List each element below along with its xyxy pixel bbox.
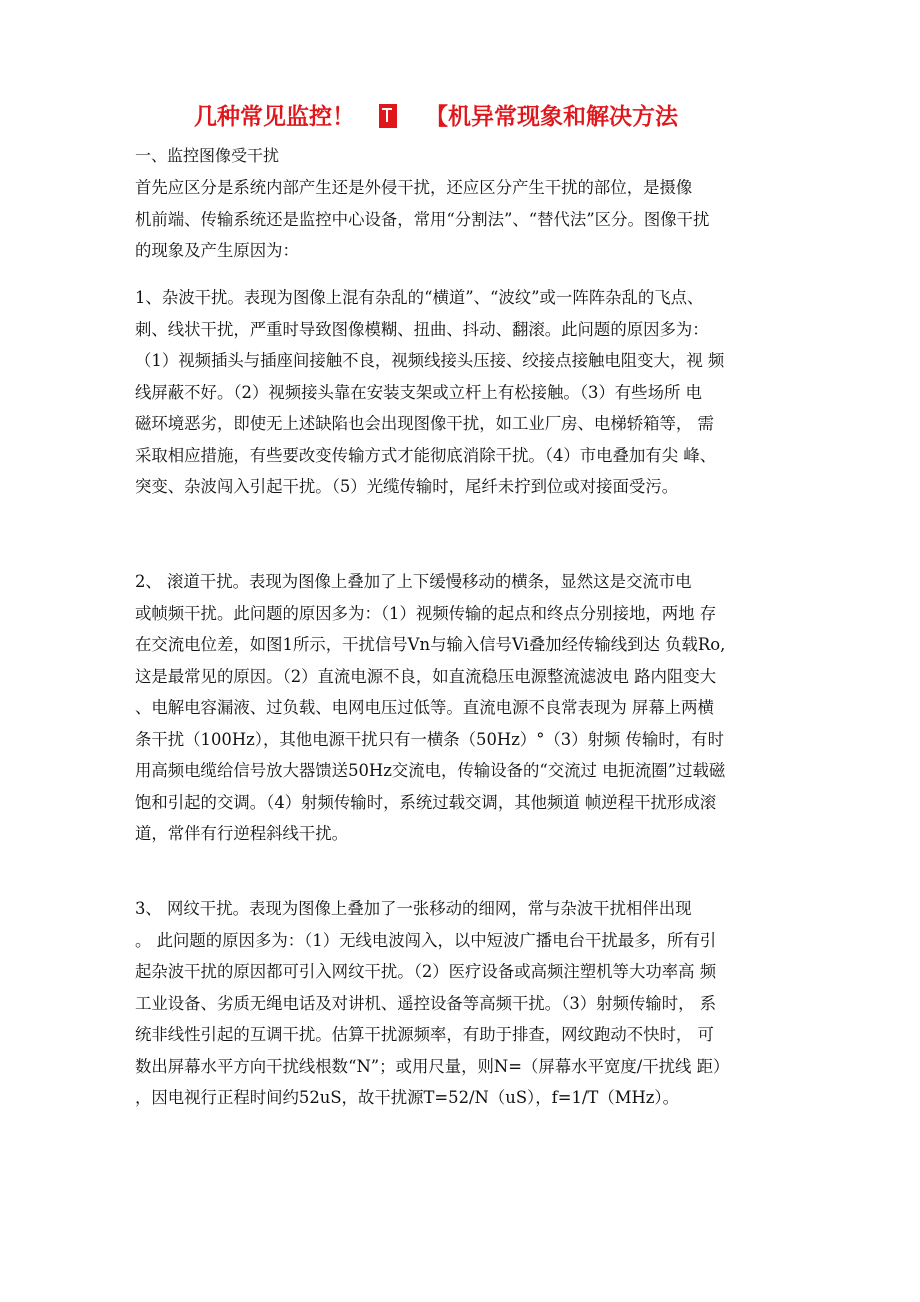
text-line: 2、 滚道干扰。表现为图像上叠加了上下缓慢移动的横条，显然这是交流市电 xyxy=(135,572,692,591)
text-line: 机前端、传输系统还是监控中心设备，常用“分割法”、“替代法”区分。图像干扰 xyxy=(135,209,710,229)
text-line: 采取相应措施，有些要改变传输方式才能彻底消除干扰。（4）市电叠加有尖 峰、 xyxy=(135,445,717,465)
text-line: 1、杂波干扰。表现为图像上混有杂乱的“横道”、“波纹”或一阵阵杂乱的飞点、 xyxy=(135,288,704,307)
text-line: 刺、线状干扰，严重时导致图像模糊、扭曲、抖动、翻滚。此问题的原因多为： xyxy=(135,319,709,339)
text-line: 。 此问题的原因多为：（1）无线电波闯入，以中短波广播电台干扰最多，所有引 xyxy=(135,930,717,950)
text-line: 条干扰（100Hz），其他电源干扰只有一横条（50Hz）°（3）射频 传输时，有时 xyxy=(135,729,724,749)
document-title xyxy=(194,100,754,134)
text-line: 突变、杂波闯入引起干扰。（5）光缆传输时，尾纤未拧到位或对接面受污。 xyxy=(135,477,679,496)
item-2-paragraph xyxy=(135,566,795,850)
item-1-paragraph xyxy=(135,282,795,503)
red-seal-icon xyxy=(379,104,397,128)
text-line: 起杂波干扰的原因都可引入网纹干扰。（2）医疗设备或高频注塑机等大功率高 频 xyxy=(135,962,717,981)
text-line: 、电解电容漏液、过负载、电网电压过低等。直流电源不良常表现为 屏幕上两横 xyxy=(135,698,714,717)
text-line: 工业设备、劣质无绳电话及对讲机、遥控设备等高频干扰。（3）射频传输时， 系 xyxy=(135,993,717,1013)
title-part-1: 几种常见监控！ xyxy=(194,103,355,130)
title-part-2: 【机异常现象和解决方法 xyxy=(425,103,678,130)
item-3-paragraph xyxy=(135,893,795,1114)
text-line: 首先应区分是系统内部产生还是外侵干扰，还应区分产生干扰的部位，是摄像 xyxy=(135,178,693,197)
text-line: 道，常伴有行逆程斜线干扰。 xyxy=(135,824,349,843)
text-line: 数出屏幕水平方向干扰线根数“N”；或用尺量，则N=（屏幕水平宽度/干扰线 距） xyxy=(135,1056,730,1076)
text-line: 用高频电缆给信号放大器馈送50Hz交流电，传输设备的“交流过 电扼流圈”过载磁 xyxy=(135,761,726,780)
section-heading-1: 一、监控图像受干扰 xyxy=(135,146,280,165)
text-line: 在交流电位差，如图1所示，干扰信号Vn与输入信号Vi叠加经传输线到达 负载Ro, xyxy=(135,635,726,654)
text-line: 这是最常见的原因。（2）直流电源不良，如直流稳压电源整流滤波电 路内阻变大 xyxy=(135,666,717,686)
text-line: （1）视频插头与插座间接触不良，视频线接头压接、绞接点接触电阻变大，视 频 xyxy=(135,351,725,370)
text-line: 3、 网纹干扰。表现为图像上叠加了一张移动的细网，常与杂波干扰相伴出现 xyxy=(135,899,692,918)
intro-paragraph xyxy=(135,172,795,267)
text-line: 饱和引起的交调。（4）射频传输时，系统过载交调，其他频道 帧逆程干扰形成滚 xyxy=(135,792,717,812)
text-line: 磁环境恶劣，即使无上述缺陷也会出现图像干扰，如工业厂房、电梯轿箱等， 需 xyxy=(135,414,714,433)
text-line: 线屏蔽不好。（2）视频接头靠在安装支架或立杆上有松接触。（3）有些场所 电 xyxy=(135,382,702,402)
text-line: 的现象及产生原因为： xyxy=(135,241,299,260)
text-line: 或帧频干扰。此问题的原因多为：（1）视频传输的起点和终点分别接地，两地 存 xyxy=(135,603,717,623)
text-line: 统非线性引起的互调干扰。估算干扰源频率，有助于排查，网纹跑动不快时， 可 xyxy=(135,1025,714,1044)
text-line: ，因电视行正程时间约52uS，故干扰源T=52/N（uS），f=1/T（MHz）。 xyxy=(135,1088,680,1107)
